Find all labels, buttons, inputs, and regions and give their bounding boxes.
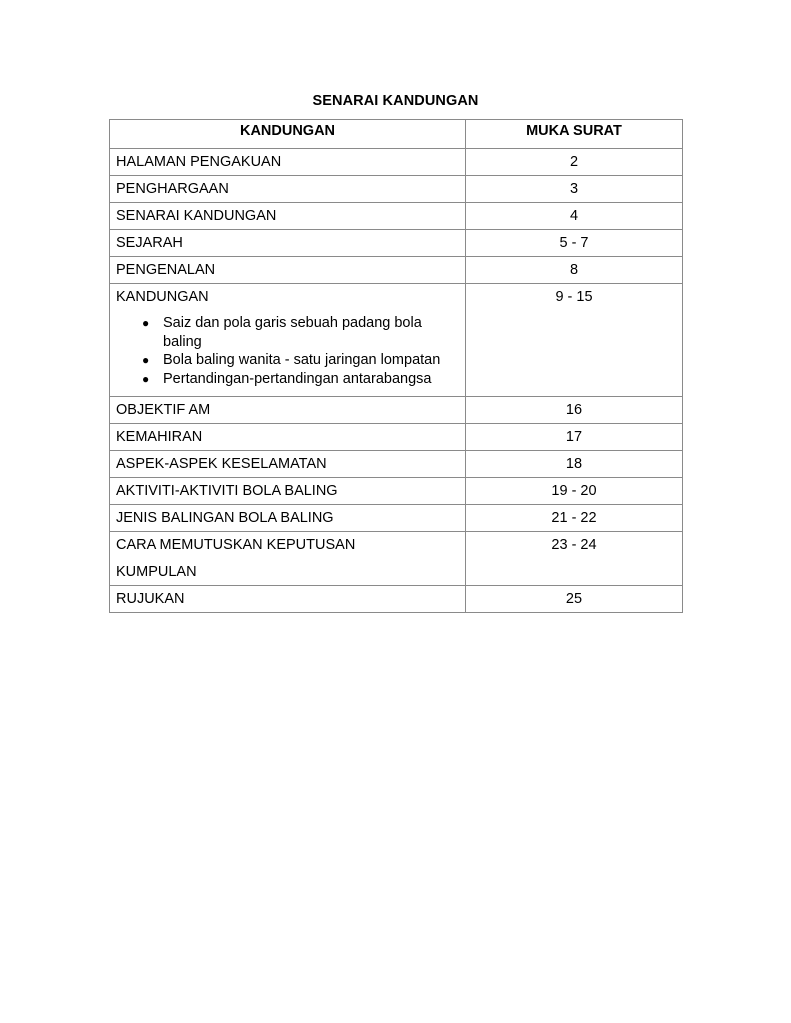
table-row: [110, 478, 683, 505]
table-row: [110, 230, 683, 257]
row-item: PENGENALAN: [110, 257, 466, 284]
row-item: CARA MEMUTUSKAN KEPUTUSAN: [116, 537, 356, 553]
row-page: 2: [466, 149, 683, 176]
table-row: [110, 451, 683, 478]
bullet-icon: ●: [142, 353, 150, 367]
table-row: [110, 284, 683, 397]
table-row: [110, 532, 683, 586]
subitem-list: [116, 314, 459, 388]
row-item-with-subitems: [110, 284, 466, 397]
list-item: ● Saiz dan pola garis sebuah padang bola baling: [142, 315, 422, 350]
table-row: [110, 505, 683, 532]
table-row: [110, 149, 683, 176]
list-item: ● Bola baling wanita - satu jaringan lompatan: [142, 352, 441, 368]
row-page: 17: [466, 424, 683, 451]
row-page: 3: [466, 176, 683, 203]
row-item-continued: KUMPULAN: [116, 564, 197, 580]
row-item: OBJEKTIF AM: [110, 397, 466, 424]
row-item: PENGHARGAAN: [110, 176, 466, 203]
row-page: 4: [466, 203, 683, 230]
row-page: 23 - 24: [466, 532, 683, 586]
row-item: JENIS BALINGAN BOLA BALING: [110, 505, 466, 532]
row-item: AKTIVITI-AKTIVITI BOLA BALING: [110, 478, 466, 505]
row-item: ASPEK-ASPEK KESELAMATAN: [110, 451, 466, 478]
table-row: [110, 203, 683, 230]
column-header-content: KANDUNGAN: [110, 120, 466, 149]
table-row: [110, 424, 683, 451]
table-row: [110, 586, 683, 613]
row-item-multiline: [110, 532, 466, 586]
bullet-icon: ●: [142, 316, 150, 330]
row-item: SEJARAH: [110, 230, 466, 257]
row-page: 25: [466, 586, 683, 613]
page-title: SENARAI KANDUNGAN: [312, 93, 479, 109]
table-header-row: [110, 120, 683, 149]
row-page: 8: [466, 257, 683, 284]
column-header-page: MUKA SURAT: [466, 120, 683, 149]
bullet-icon: ●: [142, 371, 150, 386]
row-item: KANDUNGAN: [116, 289, 209, 305]
row-item: KEMAHIRAN: [110, 424, 466, 451]
row-page: 9 - 15: [466, 284, 683, 397]
row-item: SENARAI KANDUNGAN: [110, 203, 466, 230]
table-row: [110, 257, 683, 284]
row-item: HALAMAN PENGAKUAN: [110, 149, 466, 176]
row-page: 16: [466, 397, 683, 424]
row-page: 18: [466, 451, 683, 478]
row-page: 19 - 20: [466, 478, 683, 505]
row-page: 21 - 22: [466, 505, 683, 532]
row-page: 5 - 7: [466, 230, 683, 257]
list-item: ● Pertandingan-pertandingan antarabangsa: [142, 370, 432, 387]
table-row: [110, 397, 683, 424]
table-of-contents: [109, 119, 683, 613]
row-item: RUJUKAN: [110, 586, 466, 613]
table-row: [110, 176, 683, 203]
